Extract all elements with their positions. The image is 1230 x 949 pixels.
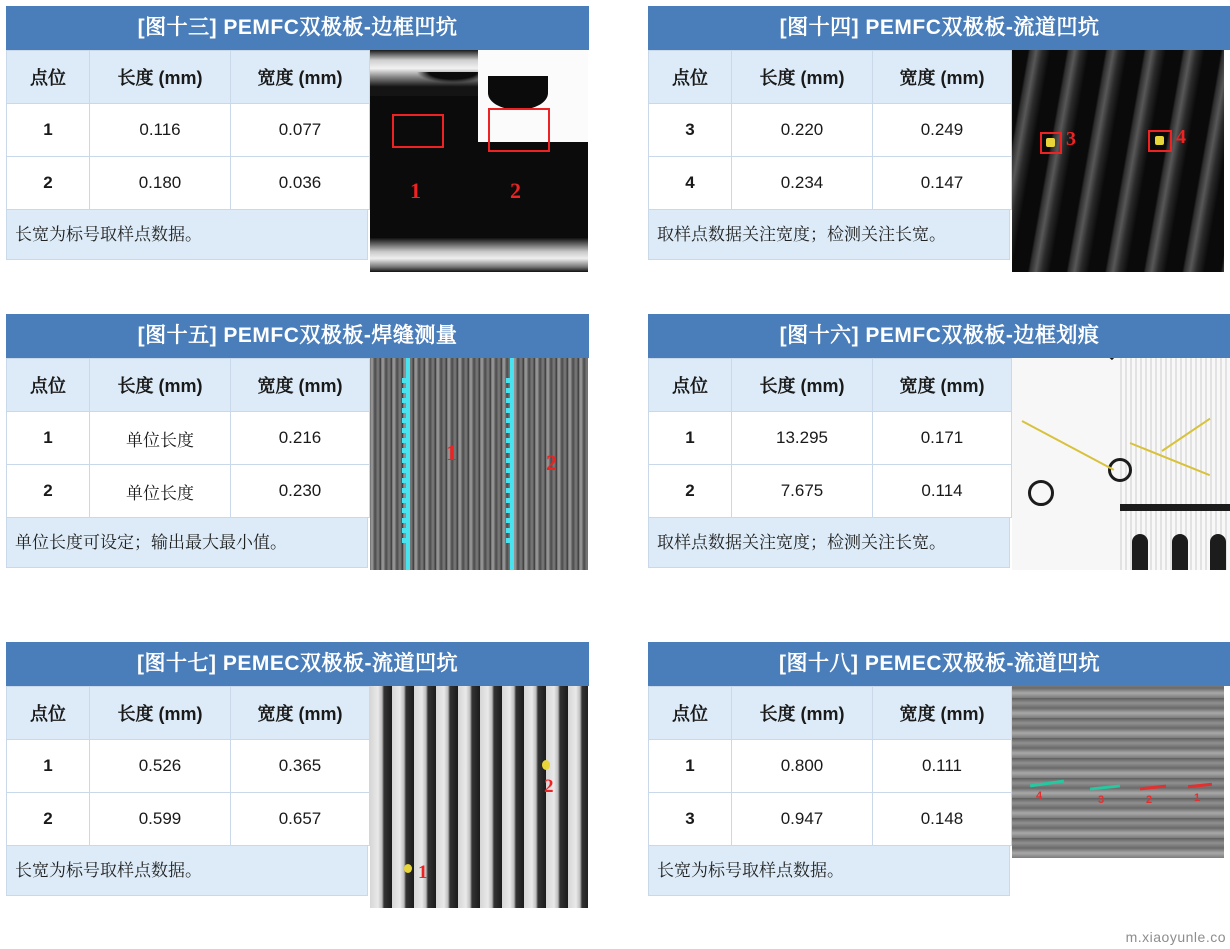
cell-point: 2	[7, 793, 90, 846]
col-length: 长度 (mm)	[90, 687, 231, 740]
measurement-table-wrap	[648, 358, 1012, 568]
figure-note: 单位长度可设定；输出最大最小值。	[6, 518, 368, 568]
table-row	[649, 104, 1012, 157]
cell-point: 1	[649, 412, 732, 465]
cell-length: 0.180	[90, 157, 231, 210]
dark-bar	[1172, 534, 1188, 570]
measurement-table	[648, 686, 1012, 846]
table-row	[649, 740, 1012, 793]
notch-shape	[488, 76, 548, 110]
cell-length: 0.947	[732, 793, 873, 846]
cell-width: 0.111	[873, 740, 1012, 793]
figure-body	[6, 50, 589, 272]
figure-title: [图十三] PEMFC双极板-边框凹坑	[6, 6, 589, 50]
defect-label: 2	[510, 178, 521, 203]
cell-width: 0.216	[231, 412, 370, 465]
defect-label: 4	[1036, 790, 1043, 802]
cell-length: 0.526	[90, 740, 231, 793]
cell-length: 单位长度	[90, 465, 231, 518]
cell-width: 0.148	[873, 793, 1012, 846]
cell-point: 1	[7, 740, 90, 793]
col-length: 长度 (mm)	[90, 359, 231, 412]
sample-image-weld-seam	[370, 358, 588, 570]
col-length: 长度 (mm)	[732, 359, 873, 412]
table-row	[649, 157, 1012, 210]
cell-length: 0.220	[732, 104, 873, 157]
defect-marker-line	[1188, 783, 1212, 788]
cell-width: 0.365	[231, 740, 370, 793]
figure-note: 取样点数据关注宽度；检测关注长宽。	[648, 210, 1010, 260]
measure-dash	[506, 378, 512, 548]
cell-point: 2	[7, 465, 90, 518]
measurement-table-wrap	[648, 686, 1012, 896]
table-row	[649, 412, 1012, 465]
col-point: 点位	[649, 359, 732, 412]
cell-point: 3	[649, 793, 732, 846]
figure-title: [图十六] PEMFC双极板-边框划痕	[648, 314, 1230, 358]
table-row	[7, 740, 370, 793]
dark-bar	[1210, 534, 1226, 570]
table-row	[7, 465, 370, 518]
defect-label: 1	[410, 178, 421, 203]
cell-point: 1	[7, 412, 90, 465]
table-row	[7, 104, 370, 157]
measurement-table-wrap	[6, 686, 370, 896]
table-header-row	[649, 687, 1012, 740]
table-header-row	[649, 359, 1012, 412]
col-width: 宽度 (mm)	[873, 687, 1012, 740]
measurement-table	[648, 358, 1012, 518]
figure-body	[6, 358, 589, 570]
figure-body	[648, 358, 1230, 570]
table-header-row	[649, 51, 1012, 104]
bright-band-bottom	[370, 238, 588, 272]
col-width: 宽度 (mm)	[231, 687, 370, 740]
sample-image-edge-scratch	[1012, 358, 1230, 570]
defect-spot	[404, 864, 412, 873]
measure-dash	[402, 378, 408, 548]
col-point: 点位	[7, 51, 90, 104]
cell-width: 0.249	[873, 104, 1012, 157]
col-length: 长度 (mm)	[90, 51, 231, 104]
col-width: 宽度 (mm)	[873, 359, 1012, 412]
sample-image-channel-dent	[1012, 50, 1224, 272]
col-length: 长度 (mm)	[732, 51, 873, 104]
defect-label: 1	[418, 862, 428, 883]
defect-label: 2	[546, 450, 557, 475]
defect-marker-box	[392, 114, 444, 148]
col-point: 点位	[7, 687, 90, 740]
table-row	[7, 412, 370, 465]
sample-image-pemec-dent-b	[1012, 686, 1224, 858]
figure-note: 取样点数据关注宽度；检测关注长宽。	[648, 518, 1010, 568]
cell-width: 0.036	[231, 157, 370, 210]
cell-width: 0.230	[231, 465, 370, 518]
table-header-row	[7, 687, 370, 740]
defect-spot	[1155, 136, 1164, 145]
table-row	[649, 465, 1012, 518]
dark-bar	[1120, 504, 1230, 511]
defect-marker-line	[1030, 780, 1064, 788]
table-row	[649, 793, 1012, 846]
figure-card-16	[648, 314, 1230, 624]
cell-point: 2	[649, 465, 732, 518]
table-row	[7, 793, 370, 846]
defect-label: 1	[446, 440, 457, 465]
figure-card-18	[648, 642, 1230, 932]
sample-image-pemec-dent-a	[370, 686, 588, 908]
defect-label: 2	[1146, 794, 1153, 806]
col-width: 宽度 (mm)	[231, 51, 370, 104]
col-width: 宽度 (mm)	[873, 51, 1012, 104]
figure-body	[648, 50, 1230, 272]
defect-spot	[1046, 138, 1055, 147]
defect-label: 3	[1098, 794, 1105, 806]
cell-width: 0.147	[873, 157, 1012, 210]
figure-title: [图十五] PEMFC双极板-焊缝测量	[6, 314, 589, 358]
cell-width: 0.114	[873, 465, 1012, 518]
dark-bar	[1132, 534, 1148, 570]
measurement-table	[6, 686, 370, 846]
defect-marker-box	[488, 108, 550, 152]
cell-length: 0.599	[90, 793, 231, 846]
defect-label: 2	[544, 776, 554, 797]
figure-note: 长宽为标号取样点数据。	[6, 210, 368, 260]
cell-point: 4	[649, 157, 732, 210]
cell-width: 0.171	[873, 412, 1012, 465]
cell-point: 1	[7, 104, 90, 157]
col-point: 点位	[649, 687, 732, 740]
col-length: 长度 (mm)	[732, 687, 873, 740]
figure-title: [图十八] PEMEC双极板-流道凹坑	[648, 642, 1230, 686]
measurement-table-wrap	[6, 358, 370, 568]
cell-point: 1	[649, 740, 732, 793]
figure-card-13	[6, 6, 589, 296]
figure-card-17	[6, 642, 589, 932]
measurement-table-wrap	[6, 50, 370, 260]
sample-image-edge-dent	[370, 50, 588, 272]
defect-label: 3	[1066, 128, 1076, 150]
figure-title: [图十七] PEMEC双极板-流道凹坑	[6, 642, 589, 686]
cell-point: 2	[7, 157, 90, 210]
cell-length: 单位长度	[90, 412, 231, 465]
measurement-table	[6, 50, 370, 210]
col-point: 点位	[7, 359, 90, 412]
table-header-row	[7, 51, 370, 104]
measurement-table	[648, 50, 1012, 210]
figure-note: 长宽为标号取样点数据。	[6, 846, 368, 896]
defect-marker-line	[1090, 784, 1120, 790]
figure-body	[648, 686, 1230, 896]
table-row	[7, 157, 370, 210]
figure-body	[6, 686, 589, 908]
cell-width: 0.077	[231, 104, 370, 157]
measurement-table-wrap	[648, 50, 1012, 260]
col-point: 点位	[649, 51, 732, 104]
defect-label: 4	[1176, 126, 1186, 148]
cell-width: 0.657	[231, 793, 370, 846]
figure-note: 长宽为标号取样点数据。	[648, 846, 1010, 896]
watermark: m.xiaoyunle.co	[1125, 929, 1226, 945]
table-header-row	[7, 359, 370, 412]
defect-marker-line	[1140, 785, 1166, 791]
defect-spot	[542, 760, 550, 770]
cell-length: 0.116	[90, 104, 231, 157]
cell-point: 3	[649, 104, 732, 157]
cell-length: 0.234	[732, 157, 873, 210]
col-width: 宽度 (mm)	[231, 359, 370, 412]
cell-length: 7.675	[732, 465, 873, 518]
figure-card-14	[648, 6, 1230, 296]
measurement-table	[6, 358, 370, 518]
figure-card-15	[6, 314, 589, 624]
defect-label: 1	[1194, 792, 1201, 804]
cell-length: 13.295	[732, 412, 873, 465]
round-feature	[1028, 480, 1054, 506]
figure-title: [图十四] PEMFC双极板-流道凹坑	[648, 6, 1230, 50]
cell-length: 0.800	[732, 740, 873, 793]
